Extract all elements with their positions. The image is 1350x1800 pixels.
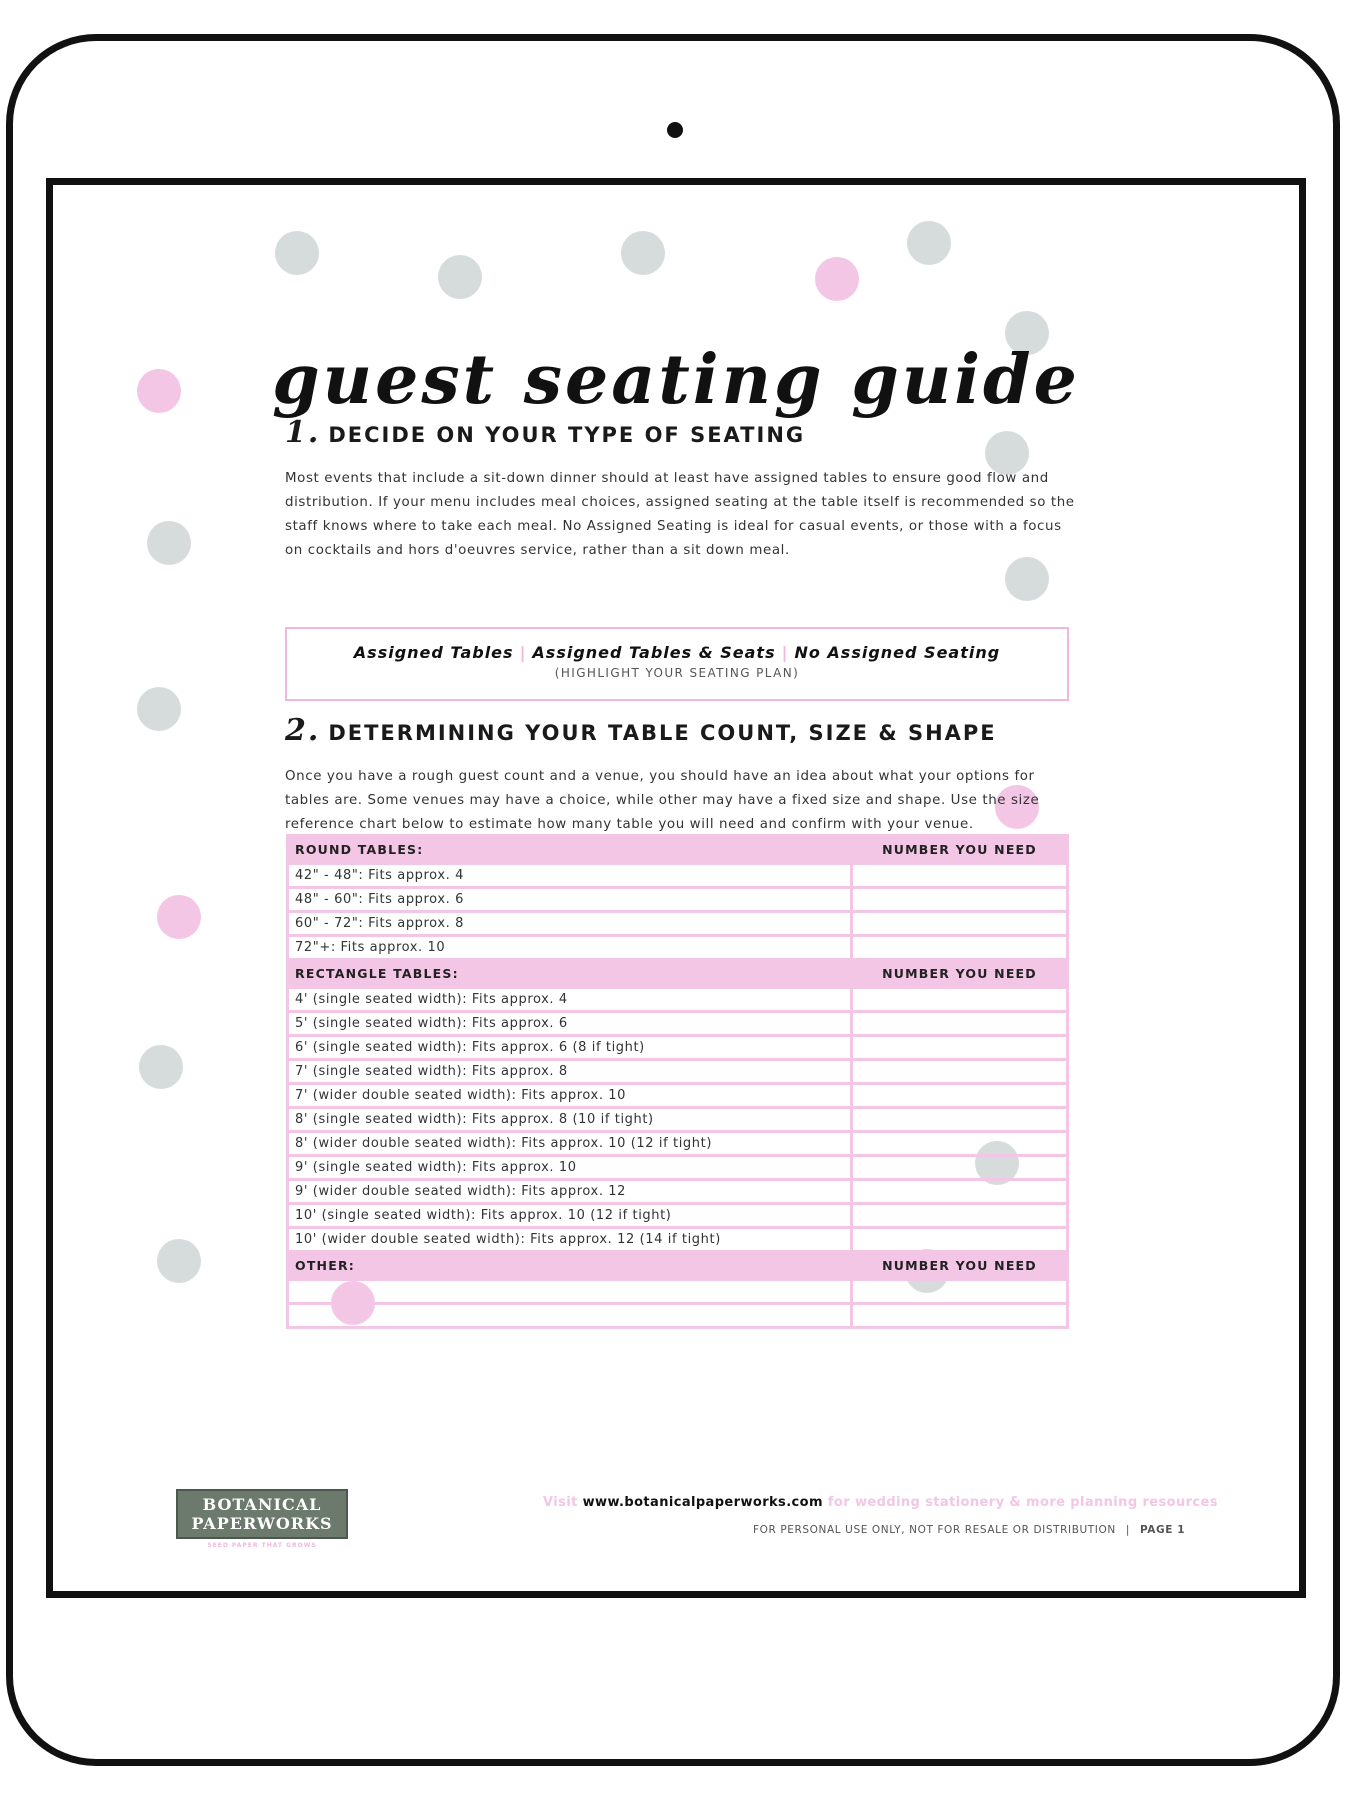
table-row (288, 1304, 1068, 1328)
table-row (288, 988, 1068, 1012)
visit-prefix: Visit (543, 1495, 578, 1510)
tablet-screen (46, 178, 1306, 1598)
legal-separator: | (1125, 1524, 1130, 1536)
row-label: 7' (single seated width): Fits approx. 8 (288, 1060, 852, 1084)
botanical-paperworks-logo (176, 1489, 348, 1539)
table-row (288, 1084, 1068, 1108)
table-row (288, 1280, 1068, 1304)
table-row (288, 1180, 1068, 1204)
row-label: 72"+: Fits approx. 10 (288, 936, 852, 960)
count-cell[interactable] (852, 1012, 1068, 1036)
number-you-need-header: NUMBER YOU NEED (852, 836, 1068, 864)
row-label[interactable] (288, 1304, 852, 1328)
table-size-reference (286, 834, 1069, 1329)
row-label: 42" - 48": Fits approx. 4 (288, 864, 852, 888)
table-row (288, 936, 1068, 960)
number-you-need-header: NUMBER YOU NEED (852, 960, 1068, 988)
option-assigned-tables: Assigned Tables (353, 643, 514, 662)
visit-line (543, 1495, 1218, 1510)
table-row (288, 888, 1068, 912)
round-tables-header-row (288, 836, 1068, 864)
count-cell[interactable] (852, 936, 1068, 960)
row-label: 9' (wider double seated width): Fits approx. 12 (288, 1180, 852, 1204)
row-label: 4' (single seated width): Fits approx. 4 (288, 988, 852, 1012)
seating-options: Assigned Tables | Assigned Tables & Seats | No Assigned Seating (353, 643, 1001, 662)
table-row (288, 864, 1068, 888)
section-1-number: 1. (285, 415, 321, 450)
website-link[interactable]: www.botanicalpaperworks.com (582, 1495, 823, 1510)
document-page (53, 185, 1299, 1591)
count-cell[interactable] (852, 1036, 1068, 1060)
count-cell[interactable] (852, 1156, 1068, 1180)
table-row (288, 1036, 1068, 1060)
section-2-heading (285, 713, 997, 748)
number-you-need-header: NUMBER YOU NEED (852, 1252, 1068, 1280)
row-label: 8' (wider double seated width): Fits approx. 10 (12 if tight) (288, 1132, 852, 1156)
logo-tagline: SEED PAPER THAT GROWS (207, 1542, 317, 1549)
visit-suffix: for wedding stationery & more planning resources (827, 1495, 1218, 1510)
table-row (288, 1132, 1068, 1156)
count-cell[interactable] (852, 1204, 1068, 1228)
row-label: 48" - 60": Fits approx. 6 (288, 888, 852, 912)
logo-line-1: BOTANICAL (202, 1495, 322, 1514)
rectangle-tables-label: RECTANGLE TABLES: (288, 960, 852, 988)
row-label: 10' (wider double seated width): Fits approx. 12 (14 if tight) (288, 1228, 852, 1252)
table-row (288, 1156, 1068, 1180)
option-assigned-tables-seats: Assigned Tables & Seats (532, 643, 776, 662)
other-tables-label: OTHER: (288, 1252, 852, 1280)
table-row (288, 1108, 1068, 1132)
row-label: 5' (single seated width): Fits approx. 6 (288, 1012, 852, 1036)
seating-options-hint: (HIGHLIGHT YOUR SEATING PLAN) (554, 666, 800, 680)
count-cell[interactable] (852, 912, 1068, 936)
count-cell[interactable] (852, 1280, 1068, 1304)
row-label: 7' (wider double seated width): Fits approx. 10 (288, 1084, 852, 1108)
seating-options-box (285, 627, 1069, 701)
camera-dot (667, 122, 683, 138)
section-2-paragraph: Once you have a rough guest count and a venue, you should have an idea about what your options for tables are. Some venues may have a choice, while other may have a fixed size and shape. Use the size reference chart below to estimate how many table you will need and confirm with your venue. (285, 769, 1040, 832)
count-cell[interactable] (852, 1228, 1068, 1252)
row-label[interactable] (288, 1280, 852, 1304)
count-cell[interactable] (852, 1304, 1068, 1328)
count-cell[interactable] (852, 864, 1068, 888)
section-1-paragraph: Most events that include a sit-down dinner should at least have assigned tables to ensure good flow and distribution. If your menu includes meal choices, assigned seating at the table itself is recommended so the staff knows where to take each meal. No Assigned Seating is ideal for casual events, or those with a focus on cocktails and hors d'oeuvres service, rather than a sit down meal. (285, 471, 1075, 558)
table-row (288, 1060, 1068, 1084)
table-row (288, 1204, 1068, 1228)
legal-text: FOR PERSONAL USE ONLY, NOT FOR RESALE OR DISTRIBUTION (753, 1524, 1116, 1536)
count-cell[interactable] (852, 1132, 1068, 1156)
count-cell[interactable] (852, 988, 1068, 1012)
page-number: PAGE 1 (1139, 1524, 1186, 1536)
table-row (288, 1012, 1068, 1036)
table-row (288, 1228, 1068, 1252)
count-cell[interactable] (852, 1108, 1068, 1132)
row-label: 60" - 72": Fits approx. 8 (288, 912, 852, 936)
section-1-heading (285, 415, 805, 450)
section-2-heading-text: DETERMINING YOUR TABLE COUNT, SIZE & SHAPE (328, 721, 997, 745)
row-label: 8' (single seated width): Fits approx. 8 (10 if tight) (288, 1108, 852, 1132)
count-cell[interactable] (852, 1060, 1068, 1084)
round-tables-label: ROUND TABLES: (288, 836, 852, 864)
table-row (288, 912, 1068, 936)
count-cell[interactable] (852, 1084, 1068, 1108)
count-cell[interactable] (852, 1180, 1068, 1204)
option-no-assigned-seating: No Assigned Seating (794, 643, 1001, 662)
rectangle-tables-header-row (288, 960, 1068, 988)
other-tables-header-row (288, 1252, 1068, 1280)
count-cell[interactable] (852, 888, 1068, 912)
logo-line-2: PAPERWORKS (191, 1514, 333, 1533)
section-2-number: 2. (285, 713, 321, 748)
row-label: 10' (single seated width): Fits approx. 10 (12 if tight) (288, 1204, 852, 1228)
document-title: guest seating guide (272, 340, 1080, 420)
legal-notice (753, 1524, 1185, 1536)
section-1-heading-text: DECIDE ON YOUR TYPE OF SEATING (328, 423, 806, 447)
row-label: 9' (single seated width): Fits approx. 10 (288, 1156, 852, 1180)
row-label: 6' (single seated width): Fits approx. 6 (8 if tight) (288, 1036, 852, 1060)
